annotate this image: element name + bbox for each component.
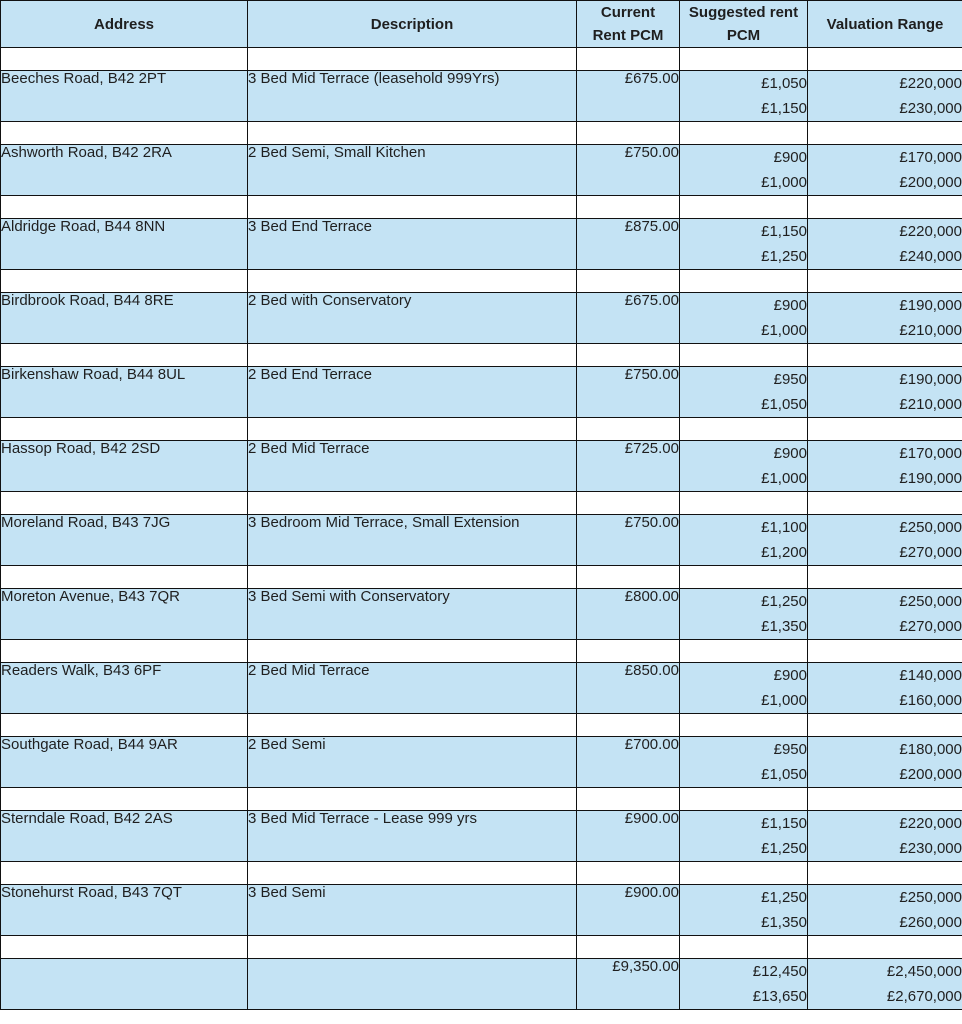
address-text: Stonehurst Road, B43 7QT [1, 884, 182, 901]
valuation-low: £170,000 [899, 149, 962, 166]
empty-cell[interactable] [808, 936, 962, 959]
table-row [1, 145, 962, 196]
total-valuation-high: £2,670,000 [886, 988, 962, 1005]
valuation-high: £230,000 [899, 840, 962, 857]
empty-cell[interactable] [808, 270, 962, 293]
description-text: 3 Bed End Terrace [248, 218, 372, 235]
suggested-rent-high: £1,050 [761, 766, 807, 783]
empty-cell[interactable] [248, 714, 577, 737]
empty-cell[interactable] [680, 862, 808, 885]
current-rent-cell[interactable] [577, 145, 680, 196]
suggested-rent-high: £1,250 [761, 840, 807, 857]
valuation-high: £190,000 [899, 470, 962, 487]
current-rent-value: £800.00 [624, 588, 679, 605]
table-row [1, 811, 962, 862]
empty-cell[interactable] [1, 936, 248, 959]
empty-cell[interactable] [577, 862, 680, 885]
valuation-low: £220,000 [899, 223, 962, 240]
valuation-high: £240,000 [899, 248, 962, 265]
suggested-rent-low: £1,150 [761, 223, 807, 240]
address-text: Sterndale Road, B42 2AS [1, 810, 173, 827]
address-text: Birdbrook Road, B44 8RE [1, 292, 174, 309]
table-row [1, 663, 962, 714]
current-rent-value: £700.00 [624, 736, 679, 753]
spacer-row [1, 566, 962, 589]
empty-cell[interactable] [808, 492, 962, 515]
current-rent-cell[interactable] [577, 367, 680, 418]
current-rent-cell[interactable] [577, 293, 680, 344]
description-cell[interactable] [248, 145, 577, 196]
description-cell[interactable] [248, 367, 577, 418]
suggested-rent-low: £1,100 [761, 519, 807, 536]
empty-cell[interactable] [248, 566, 577, 589]
table-row [1, 441, 962, 492]
current-rent-cell[interactable] [577, 885, 680, 936]
address-cell[interactable] [1, 811, 248, 862]
table-row [1, 71, 962, 122]
description-cell[interactable] [248, 219, 577, 270]
current-rent-value: £750.00 [624, 144, 679, 161]
current-rent-cell[interactable] [577, 441, 680, 492]
empty-cell[interactable] [1, 492, 248, 515]
empty-cell[interactable] [248, 196, 577, 219]
description-text: 3 Bedroom Mid Terrace, Small Extension [248, 514, 520, 531]
empty-cell[interactable] [577, 640, 680, 663]
description-text: 2 Bed with Conservatory [248, 292, 412, 309]
valuation-high: £200,000 [899, 174, 962, 191]
empty-cell[interactable] [248, 122, 577, 145]
totals-row [1, 959, 962, 1010]
suggested-rent-high: £1,000 [761, 692, 807, 709]
suggested-rent-low: £900 [773, 297, 807, 314]
empty-cell[interactable] [808, 566, 962, 589]
empty-cell[interactable] [248, 492, 577, 515]
suggested-rent-high: £1,050 [761, 396, 807, 413]
current-rent-cell[interactable] [577, 515, 680, 566]
valuation-high: £260,000 [899, 914, 962, 931]
empty-cell[interactable] [248, 270, 577, 293]
suggested-rent-high: £1,350 [761, 914, 807, 931]
suggested-rent-cell[interactable] [680, 293, 808, 344]
empty-cell[interactable] [808, 418, 962, 441]
table-row [1, 589, 962, 640]
empty-cell[interactable] [577, 48, 680, 71]
description-cell[interactable] [248, 589, 577, 640]
current-rent-cell[interactable] [577, 663, 680, 714]
valuation-low: £220,000 [899, 75, 962, 92]
description-text: 2 Bed Semi, Small Kitchen [248, 144, 426, 161]
valuation-range-cell[interactable] [808, 663, 962, 714]
header-suggested-rent-line2: PCM [726, 27, 761, 44]
empty-cell[interactable] [808, 344, 962, 367]
empty-cell[interactable] [680, 344, 808, 367]
empty-cell[interactable] [680, 640, 808, 663]
suggested-rent-high: £1,150 [761, 100, 807, 117]
empty-cell[interactable] [680, 936, 808, 959]
address-cell[interactable] [1, 219, 248, 270]
table-body [1, 48, 962, 1010]
empty-cell[interactable] [1, 714, 248, 737]
total-valuation-cell[interactable] [808, 959, 962, 1010]
empty-cell[interactable] [808, 48, 962, 71]
empty-cell[interactable] [808, 862, 962, 885]
valuation-high: £270,000 [899, 544, 962, 561]
valuation-range-cell[interactable] [808, 589, 962, 640]
valuation-high: £210,000 [899, 396, 962, 413]
header-description[interactable]: Description [248, 1, 577, 48]
spacer-row [1, 270, 962, 293]
address-cell[interactable] [1, 441, 248, 492]
empty-cell[interactable] [248, 418, 577, 441]
address-text: Aldridge Road, B44 8NN [1, 218, 166, 235]
description-cell[interactable] [248, 441, 577, 492]
valuation-range-cell[interactable] [808, 737, 962, 788]
current-rent-cell[interactable] [577, 737, 680, 788]
suggested-rent-low: £1,250 [761, 593, 807, 610]
valuation-range-cell[interactable] [808, 293, 962, 344]
empty-cell[interactable] [577, 714, 680, 737]
suggested-rent-cell[interactable] [680, 663, 808, 714]
description-text: 3 Bed Semi with Conservatory [248, 588, 450, 605]
spacer-row [1, 788, 962, 811]
address-cell[interactable] [1, 589, 248, 640]
empty-cell[interactable] [248, 936, 577, 959]
valuation-low: £140,000 [899, 667, 962, 684]
description-text: 2 Bed Mid Terrace [248, 662, 370, 679]
address-cell[interactable] [1, 515, 248, 566]
description-text: 3 Bed Mid Terrace - Lease 999 yrs [248, 810, 478, 827]
valuation-range-cell[interactable] [808, 441, 962, 492]
valuation-range-cell[interactable] [808, 515, 962, 566]
suggested-rent-cell[interactable] [680, 737, 808, 788]
description-text: 2 Bed End Terrace [248, 366, 372, 383]
empty-cell[interactable] [577, 566, 680, 589]
suggested-rent-cell[interactable] [680, 367, 808, 418]
empty-cell[interactable] [1, 196, 248, 219]
empty-cell[interactable] [577, 196, 680, 219]
suggested-rent-low: £900 [773, 445, 807, 462]
total-suggested-low: £12,450 [752, 963, 807, 980]
empty-cell[interactable] [680, 566, 808, 589]
suggested-rent-cell[interactable] [680, 219, 808, 270]
valuation-low: £250,000 [899, 519, 962, 536]
empty-cell[interactable] [248, 640, 577, 663]
valuation-range-cell[interactable] [808, 71, 962, 122]
description-cell[interactable] [248, 885, 577, 936]
valuation-high: £270,000 [899, 618, 962, 635]
current-rent-value: £750.00 [624, 366, 679, 383]
suggested-rent-low: £900 [773, 149, 807, 166]
header-suggested-rent-line1: Suggested rent [688, 4, 799, 21]
empty-cell[interactable] [248, 788, 577, 811]
suggested-rent-cell[interactable] [680, 71, 808, 122]
description-cell[interactable] [248, 293, 577, 344]
header-current-rent-line2: Rent PCM [592, 27, 664, 44]
address-text: Moreland Road, B43 7JG [1, 514, 171, 531]
suggested-rent-high: £1,350 [761, 618, 807, 635]
current-rent-value: £725.00 [624, 440, 679, 457]
current-rent-value: £875.00 [624, 218, 679, 235]
table-row [1, 219, 962, 270]
description-text: 3 Bed Mid Terrace (leasehold 999Yrs) [248, 70, 500, 87]
spacer-row [1, 418, 962, 441]
suggested-rent-high: £1,000 [761, 470, 807, 487]
address-cell[interactable] [1, 663, 248, 714]
empty-cell[interactable] [577, 122, 680, 145]
spacer-row [1, 936, 962, 959]
total-valuation-low: £2,450,000 [886, 963, 962, 980]
valuation-range-cell[interactable] [808, 885, 962, 936]
empty-cell[interactable] [680, 492, 808, 515]
empty-cell[interactable] [1, 566, 248, 589]
suggested-rent-low: £1,150 [761, 815, 807, 832]
current-rent-cell[interactable] [577, 71, 680, 122]
table-row [1, 367, 962, 418]
empty-cell[interactable] [577, 936, 680, 959]
description-cell[interactable] [248, 737, 577, 788]
suggested-rent-cell[interactable] [680, 441, 808, 492]
valuation-low: £220,000 [899, 815, 962, 832]
table-row [1, 885, 962, 936]
current-rent-value: £750.00 [624, 514, 679, 531]
empty-cell[interactable] [808, 714, 962, 737]
spacer-row [1, 48, 962, 71]
header-valuation-range[interactable]: Valuation Range [808, 1, 962, 48]
valuation-range-cell[interactable] [808, 145, 962, 196]
suggested-rent-low: £1,050 [761, 75, 807, 92]
current-rent-value: £675.00 [624, 70, 679, 87]
spacer-row [1, 122, 962, 145]
suggested-rent-low: £950 [773, 371, 807, 388]
valuation-range-cell[interactable] [808, 219, 962, 270]
header-current-rent[interactable] [577, 1, 680, 48]
empty-cell[interactable] [680, 196, 808, 219]
valuation-high: £230,000 [899, 100, 962, 117]
description-text: 2 Bed Mid Terrace [248, 440, 370, 457]
address-text: Hassop Road, B42 2SD [1, 440, 161, 457]
current-rent-cell[interactable] [577, 589, 680, 640]
empty-cell[interactable] [1, 122, 248, 145]
empty-cell[interactable] [577, 492, 680, 515]
suggested-rent-low: £900 [773, 667, 807, 684]
valuation-high: £210,000 [899, 322, 962, 339]
address-text: Birkenshaw Road, B44 8UL [1, 366, 186, 383]
total-current-rent: £9,350.00 [612, 958, 679, 975]
empty-cell[interactable] [248, 48, 577, 71]
suggested-rent-low: £950 [773, 741, 807, 758]
empty-cell[interactable] [808, 788, 962, 811]
address-text: Ashworth Road, B42 2RA [1, 144, 172, 161]
description-cell[interactable] [248, 663, 577, 714]
empty-cell[interactable] [1, 862, 248, 885]
header-suggested-rent[interactable] [680, 1, 808, 48]
current-rent-value: £900.00 [624, 810, 679, 827]
valuation-low: £190,000 [899, 297, 962, 314]
address-cell[interactable] [1, 145, 248, 196]
suggested-rent-cell[interactable] [680, 145, 808, 196]
current-rent-value: £675.00 [624, 292, 679, 309]
valuation-range-cell[interactable] [808, 367, 962, 418]
empty-cell[interactable] [1, 270, 248, 293]
total-suggested-high: £13,650 [752, 988, 807, 1005]
suggested-rent-cell[interactable] [680, 811, 808, 862]
spacer-row [1, 344, 962, 367]
empty-cell[interactable] [248, 959, 577, 1010]
header-current-rent-line1: Current [600, 4, 656, 21]
table-row [1, 293, 962, 344]
suggested-rent-high: £1,000 [761, 322, 807, 339]
address-cell[interactable] [1, 737, 248, 788]
total-suggested-rent-cell[interactable] [680, 959, 808, 1010]
valuation-low: £250,000 [899, 593, 962, 610]
empty-cell[interactable] [808, 640, 962, 663]
empty-cell[interactable] [680, 788, 808, 811]
description-cell[interactable] [248, 811, 577, 862]
suggested-rent-high: £1,200 [761, 544, 807, 561]
empty-cell[interactable] [808, 122, 962, 145]
empty-cell[interactable] [1, 418, 248, 441]
spacer-row [1, 196, 962, 219]
spacer-row [1, 492, 962, 515]
current-rent-value: £850.00 [624, 662, 679, 679]
description-text: 3 Bed Semi [248, 884, 326, 901]
empty-cell[interactable] [680, 418, 808, 441]
valuation-high: £160,000 [899, 692, 962, 709]
valuation-high: £200,000 [899, 766, 962, 783]
header-address[interactable]: Address [1, 1, 248, 48]
empty-cell[interactable] [577, 270, 680, 293]
empty-cell[interactable] [808, 196, 962, 219]
current-rent-cell[interactable] [577, 219, 680, 270]
suggested-rent-high: £1,000 [761, 174, 807, 191]
header-row [1, 1, 962, 48]
empty-cell[interactable] [680, 122, 808, 145]
valuation-low: £170,000 [899, 445, 962, 462]
address-cell[interactable] [1, 367, 248, 418]
address-cell[interactable] [1, 885, 248, 936]
suggested-rent-low: £1,250 [761, 889, 807, 906]
empty-cell[interactable] [680, 714, 808, 737]
address-text: Readers Walk, B43 6PF [1, 662, 162, 679]
table-row [1, 737, 962, 788]
valuation-range-cell[interactable] [808, 811, 962, 862]
empty-cell[interactable] [1, 959, 248, 1010]
empty-cell[interactable] [1, 48, 248, 71]
address-text: Beeches Road, B42 2PT [1, 70, 167, 87]
current-rent-cell[interactable] [577, 811, 680, 862]
address-text: Moreton Avenue, B43 7QR [1, 588, 181, 605]
suggested-rent-cell[interactable] [680, 589, 808, 640]
valuation-low: £190,000 [899, 371, 962, 388]
empty-cell[interactable] [1, 788, 248, 811]
address-cell[interactable] [1, 71, 248, 122]
valuation-low: £250,000 [899, 889, 962, 906]
empty-cell[interactable] [680, 270, 808, 293]
spacer-row [1, 862, 962, 885]
suggested-rent-cell[interactable] [680, 885, 808, 936]
spacer-row [1, 714, 962, 737]
current-rent-value: £900.00 [624, 884, 679, 901]
description-cell[interactable] [248, 515, 577, 566]
suggested-rent-cell[interactable] [680, 515, 808, 566]
valuation-low: £180,000 [899, 741, 962, 758]
address-cell[interactable] [1, 293, 248, 344]
empty-cell[interactable] [1, 640, 248, 663]
empty-cell[interactable] [577, 418, 680, 441]
description-text: 2 Bed Semi [248, 736, 326, 753]
empty-cell[interactable] [248, 344, 577, 367]
empty-cell[interactable] [1, 344, 248, 367]
empty-cell[interactable] [248, 862, 577, 885]
empty-cell[interactable] [680, 48, 808, 71]
spacer-row [1, 640, 962, 663]
empty-cell[interactable] [577, 344, 680, 367]
total-current-rent-cell[interactable] [577, 959, 680, 1010]
address-text: Southgate Road, B44 9AR [1, 736, 178, 753]
empty-cell[interactable] [577, 788, 680, 811]
suggested-rent-high: £1,250 [761, 248, 807, 265]
table-row [1, 515, 962, 566]
description-cell[interactable] [248, 71, 577, 122]
